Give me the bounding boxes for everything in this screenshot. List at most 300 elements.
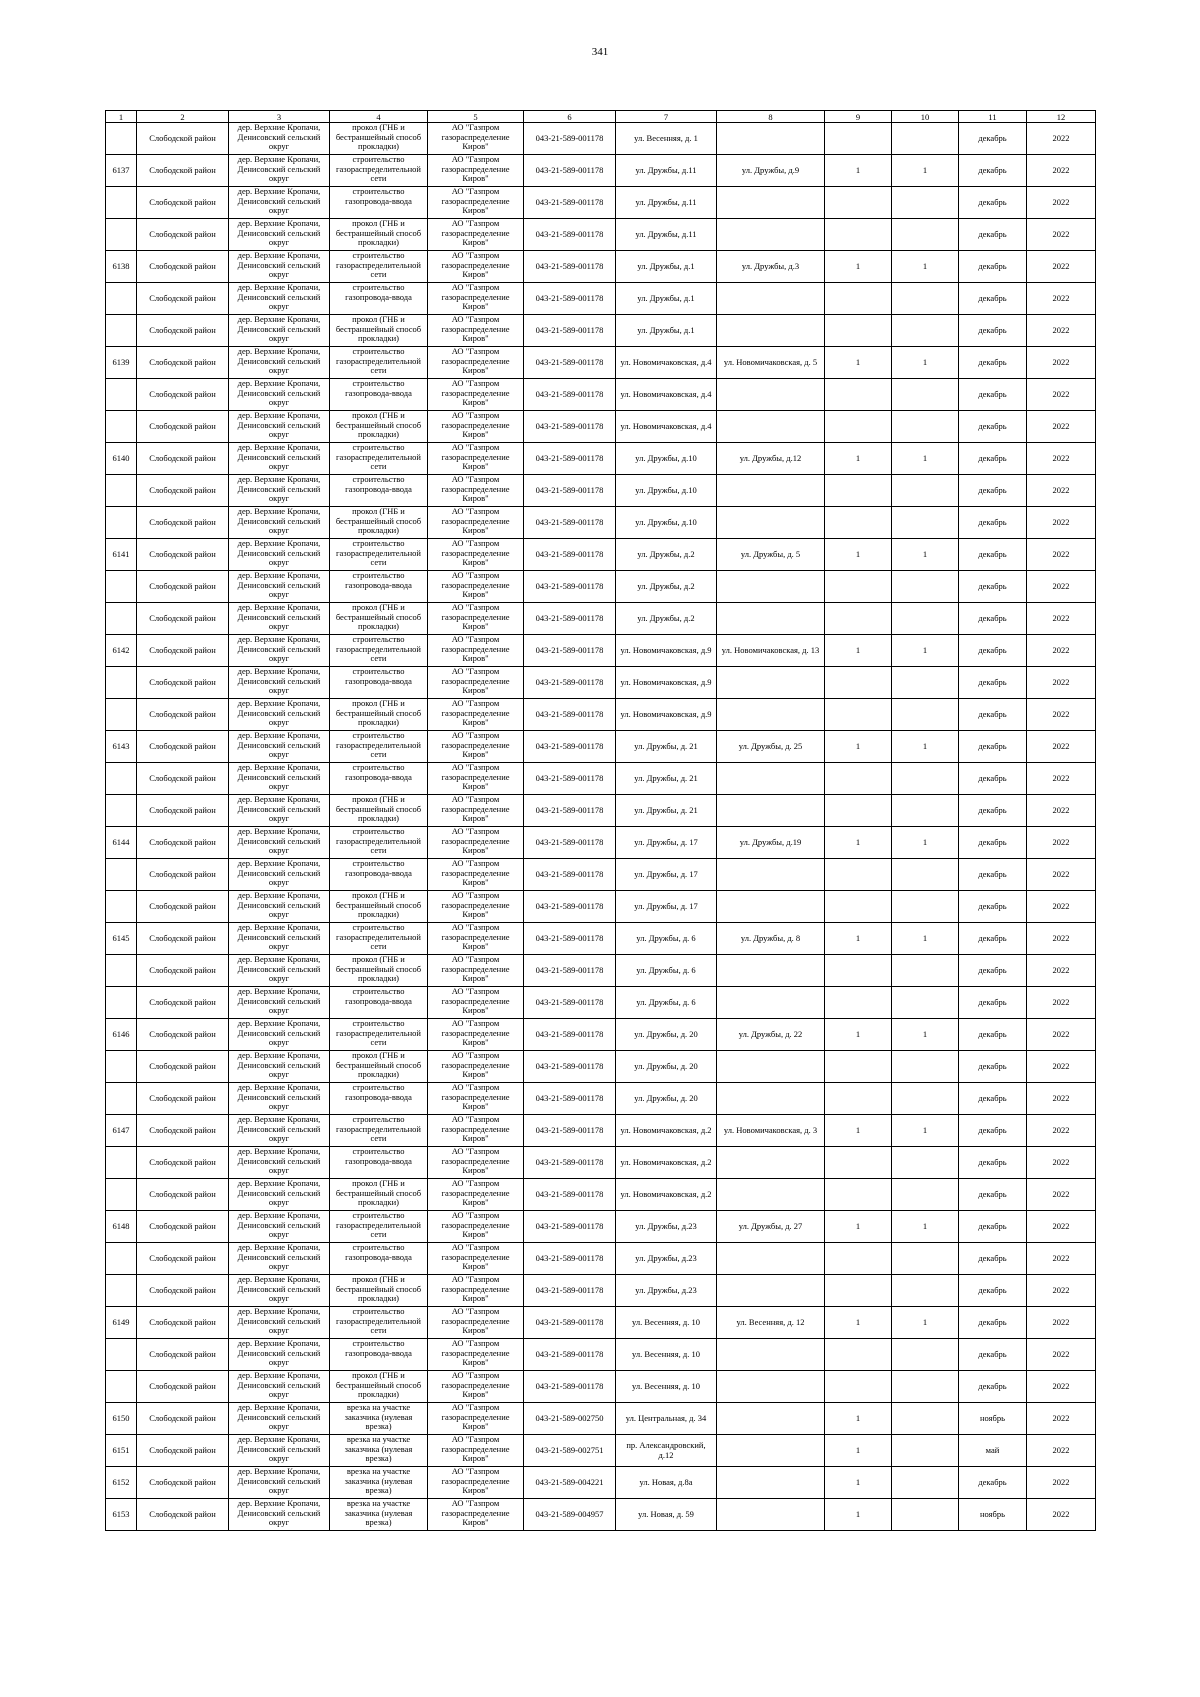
cell-count-a	[825, 699, 892, 731]
cell-row-number	[106, 1051, 137, 1083]
cell-district: Слободской район	[137, 251, 229, 283]
cell-settlement: дер. Верхние Кропачи, Денисовский сельский округ	[229, 1403, 330, 1435]
cell-code: 043-21-589-001178	[524, 283, 616, 315]
cell-month: декабрь	[959, 1115, 1027, 1147]
cell-count-b	[892, 1275, 959, 1307]
cell-count-b	[892, 411, 959, 443]
cell-count-b	[892, 1339, 959, 1371]
cell-count-a: 1	[825, 155, 892, 187]
cell-address-to: ул. Дружбы, д.3	[717, 251, 825, 283]
cell-year: 2022	[1027, 1083, 1096, 1115]
cell-district: Слободской район	[137, 891, 229, 923]
cell-month: декабрь	[959, 923, 1027, 955]
table-row	[106, 667, 1096, 699]
cell-count-a: 1	[825, 1435, 892, 1467]
table-row	[106, 1179, 1096, 1211]
cell-count-b: 1	[892, 827, 959, 859]
cell-work-type: прокол (ГНБ и бестраншейный способ прокладки)	[330, 795, 428, 827]
cell-work-type: строительство газораспределительной сети	[330, 155, 428, 187]
cell-count-a	[825, 1051, 892, 1083]
cell-row-number: 6140	[106, 443, 137, 475]
cell-district: Слободской район	[137, 667, 229, 699]
table-row	[106, 1275, 1096, 1307]
table-row	[106, 507, 1096, 539]
cell-code: 043-21-589-001178	[524, 219, 616, 251]
cell-organization: АО "Газпром газораспределение Киров"	[428, 475, 524, 507]
cell-district: Слободской район	[137, 923, 229, 955]
table-row	[106, 155, 1096, 187]
cell-organization: АО "Газпром газораспределение Киров"	[428, 571, 524, 603]
cell-address-from: ул. Новомичаковская, д.2	[616, 1115, 717, 1147]
cell-organization: АО "Газпром газораспределение Киров"	[428, 923, 524, 955]
cell-address-from: ул. Дружбы, д.1	[616, 315, 717, 347]
cell-organization: АО "Газпром газораспределение Киров"	[428, 987, 524, 1019]
cell-month: декабрь	[959, 635, 1027, 667]
cell-year: 2022	[1027, 763, 1096, 795]
cell-settlement: дер. Верхние Кропачи, Денисовский сельский округ	[229, 1435, 330, 1467]
cell-year: 2022	[1027, 1179, 1096, 1211]
cell-address-to	[717, 699, 825, 731]
cell-row-number	[106, 987, 137, 1019]
cell-code: 043-21-589-001178	[524, 699, 616, 731]
cell-organization: АО "Газпром газораспределение Киров"	[428, 1371, 524, 1403]
cell-organization: АО "Газпром газораспределение Киров"	[428, 1275, 524, 1307]
cell-address-to: ул. Новомичаковская, д. 3	[717, 1115, 825, 1147]
cell-district: Слободской район	[137, 475, 229, 507]
cell-count-a: 1	[825, 635, 892, 667]
cell-count-b	[892, 1371, 959, 1403]
cell-row-number: 6138	[106, 251, 137, 283]
cell-year: 2022	[1027, 1499, 1096, 1531]
table-row	[106, 123, 1096, 155]
cell-count-b	[892, 699, 959, 731]
cell-work-type: строительство газораспределительной сети	[330, 1115, 428, 1147]
cell-year: 2022	[1027, 411, 1096, 443]
cell-work-type: врезка на участке заказчика (нулевая врезка)	[330, 1499, 428, 1531]
cell-month: ноябрь	[959, 1499, 1027, 1531]
cell-address-from: ул. Дружбы, д.11	[616, 219, 717, 251]
cell-row-number	[106, 1275, 137, 1307]
cell-code: 043-21-589-001178	[524, 251, 616, 283]
cell-settlement: дер. Верхние Кропачи, Денисовский сельский округ	[229, 1019, 330, 1051]
cell-address-from: ул. Новая, д.8а	[616, 1467, 717, 1499]
cell-district: Слободской район	[137, 763, 229, 795]
cell-row-number	[106, 1083, 137, 1115]
cell-work-type: строительство газопровода-ввода	[330, 1243, 428, 1275]
cell-year: 2022	[1027, 955, 1096, 987]
cell-year: 2022	[1027, 1339, 1096, 1371]
cell-address-from: ул. Новомичаковская, д.2	[616, 1179, 717, 1211]
cell-address-from: ул. Новомичаковская, д.4	[616, 411, 717, 443]
cell-count-a	[825, 603, 892, 635]
table-header-row	[106, 111, 1096, 123]
cell-code: 043-21-589-004957	[524, 1499, 616, 1531]
cell-year: 2022	[1027, 1115, 1096, 1147]
cell-count-b: 1	[892, 1211, 959, 1243]
cell-address-to	[717, 603, 825, 635]
cell-count-a: 1	[825, 1211, 892, 1243]
cell-address-from: ул. Дружбы, д. 21	[616, 795, 717, 827]
cell-settlement: дер. Верхние Кропачи, Денисовский сельский округ	[229, 1467, 330, 1499]
cell-count-a: 1	[825, 443, 892, 475]
cell-count-a	[825, 315, 892, 347]
cell-organization: АО "Газпром газораспределение Киров"	[428, 1307, 524, 1339]
header-cell-6: 6	[524, 111, 616, 123]
cell-count-b: 1	[892, 731, 959, 763]
cell-code: 043-21-589-001178	[524, 1211, 616, 1243]
cell-address-from: ул. Новомичаковская, д.9	[616, 699, 717, 731]
cell-year: 2022	[1027, 1435, 1096, 1467]
cell-organization: АО "Газпром газораспределение Киров"	[428, 1499, 524, 1531]
cell-year: 2022	[1027, 1307, 1096, 1339]
cell-address-from: ул. Новая, д. 59	[616, 1499, 717, 1531]
cell-address-to	[717, 859, 825, 891]
cell-row-number	[106, 507, 137, 539]
cell-month: декабрь	[959, 411, 1027, 443]
cell-organization: АО "Газпром газораспределение Киров"	[428, 1435, 524, 1467]
cell-organization: АО "Газпром газораспределение Киров"	[428, 1467, 524, 1499]
cell-address-from: пр. Александровский, д.12	[616, 1435, 717, 1467]
cell-year: 2022	[1027, 699, 1096, 731]
cell-organization: АО "Газпром газораспределение Киров"	[428, 123, 524, 155]
cell-count-a: 1	[825, 1467, 892, 1499]
cell-count-b	[892, 859, 959, 891]
cell-address-from: ул. Дружбы, д. 17	[616, 827, 717, 859]
cell-address-to	[717, 1339, 825, 1371]
cell-address-to	[717, 1083, 825, 1115]
cell-address-to: ул. Дружбы, д.19	[717, 827, 825, 859]
cell-work-type: строительство газораспределительной сети	[330, 1211, 428, 1243]
cell-month: декабрь	[959, 1083, 1027, 1115]
table-row	[106, 1403, 1096, 1435]
cell-settlement: дер. Верхние Кропачи, Денисовский сельский округ	[229, 1115, 330, 1147]
table-row	[106, 955, 1096, 987]
cell-count-b	[892, 955, 959, 987]
cell-code: 043-21-589-002750	[524, 1403, 616, 1435]
cell-count-a: 1	[825, 1307, 892, 1339]
cell-year: 2022	[1027, 1051, 1096, 1083]
cell-year: 2022	[1027, 1211, 1096, 1243]
cell-address-from: ул. Дружбы, д.23	[616, 1275, 717, 1307]
table-row	[106, 1147, 1096, 1179]
table-row	[106, 699, 1096, 731]
cell-code: 043-21-589-001178	[524, 379, 616, 411]
table-row	[106, 1307, 1096, 1339]
cell-month: декабрь	[959, 1051, 1027, 1083]
cell-count-a	[825, 475, 892, 507]
cell-settlement: дер. Верхние Кропачи, Денисовский сельский округ	[229, 699, 330, 731]
cell-year: 2022	[1027, 283, 1096, 315]
cell-count-a	[825, 1275, 892, 1307]
cell-district: Слободской район	[137, 539, 229, 571]
table-row	[106, 603, 1096, 635]
cell-count-a: 1	[825, 251, 892, 283]
cell-month: декабрь	[959, 539, 1027, 571]
cell-address-to	[717, 123, 825, 155]
cell-count-a	[825, 795, 892, 827]
cell-address-to	[717, 507, 825, 539]
cell-count-a	[825, 763, 892, 795]
cell-address-to	[717, 1275, 825, 1307]
cell-count-b: 1	[892, 635, 959, 667]
cell-address-to	[717, 1499, 825, 1531]
table-row	[106, 891, 1096, 923]
cell-year: 2022	[1027, 1275, 1096, 1307]
cell-address-to	[717, 795, 825, 827]
cell-count-b: 1	[892, 1307, 959, 1339]
cell-work-type: прокол (ГНБ и бестраншейный способ прокладки)	[330, 1275, 428, 1307]
cell-settlement: дер. Верхние Кропачи, Денисовский сельский округ	[229, 763, 330, 795]
header-cell-12: 12	[1027, 111, 1096, 123]
cell-organization: АО "Газпром газораспределение Киров"	[428, 187, 524, 219]
cell-district: Слободской район	[137, 187, 229, 219]
cell-row-number	[106, 1243, 137, 1275]
cell-organization: АО "Газпром газораспределение Киров"	[428, 1147, 524, 1179]
cell-address-from: ул. Дружбы, д.23	[616, 1243, 717, 1275]
cell-month: декабрь	[959, 507, 1027, 539]
cell-district: Слободской район	[137, 1467, 229, 1499]
cell-count-a	[825, 379, 892, 411]
cell-code: 043-21-589-001178	[524, 987, 616, 1019]
cell-address-to	[717, 1051, 825, 1083]
cell-address-to	[717, 379, 825, 411]
cell-work-type: прокол (ГНБ и бестраншейный способ прокладки)	[330, 955, 428, 987]
cell-count-b	[892, 315, 959, 347]
cell-code: 043-21-589-001178	[524, 763, 616, 795]
table-row	[106, 859, 1096, 891]
cell-settlement: дер. Верхние Кропачи, Денисовский сельский округ	[229, 635, 330, 667]
cell-count-b	[892, 987, 959, 1019]
cell-address-from: ул. Центральная, д. 34	[616, 1403, 717, 1435]
cell-row-number: 6150	[106, 1403, 137, 1435]
table-row	[106, 1051, 1096, 1083]
cell-work-type: строительство газораспределительной сети	[330, 443, 428, 475]
data-table	[105, 110, 1096, 1531]
cell-count-b	[892, 379, 959, 411]
cell-count-b: 1	[892, 155, 959, 187]
cell-month: декабрь	[959, 955, 1027, 987]
cell-count-b	[892, 891, 959, 923]
table-row	[106, 1243, 1096, 1275]
cell-count-a	[825, 507, 892, 539]
cell-count-b	[892, 1435, 959, 1467]
cell-address-to	[717, 1179, 825, 1211]
cell-month: декабрь	[959, 987, 1027, 1019]
cell-year: 2022	[1027, 827, 1096, 859]
cell-row-number: 6149	[106, 1307, 137, 1339]
cell-settlement: дер. Верхние Кропачи, Денисовский сельский округ	[229, 123, 330, 155]
cell-work-type: прокол (ГНБ и бестраншейный способ прокладки)	[330, 891, 428, 923]
cell-work-type: прокол (ГНБ и бестраншейный способ прокладки)	[330, 219, 428, 251]
cell-organization: АО "Газпром газораспределение Киров"	[428, 1115, 524, 1147]
cell-settlement: дер. Верхние Кропачи, Денисовский сельский округ	[229, 283, 330, 315]
header-cell-7: 7	[616, 111, 717, 123]
cell-address-from: ул. Новомичаковская, д.2	[616, 1147, 717, 1179]
cell-count-a	[825, 283, 892, 315]
cell-district: Слободской район	[137, 315, 229, 347]
cell-address-to: ул. Дружбы, д. 27	[717, 1211, 825, 1243]
cell-row-number	[106, 411, 137, 443]
cell-work-type: врезка на участке заказчика (нулевая врезка)	[330, 1467, 428, 1499]
cell-month: декабрь	[959, 859, 1027, 891]
cell-district: Слободской район	[137, 1307, 229, 1339]
cell-settlement: дер. Верхние Кропачи, Денисовский сельский округ	[229, 571, 330, 603]
cell-year: 2022	[1027, 379, 1096, 411]
cell-count-b	[892, 795, 959, 827]
cell-count-b	[892, 187, 959, 219]
cell-row-number	[106, 891, 137, 923]
cell-organization: АО "Газпром газораспределение Киров"	[428, 635, 524, 667]
cell-count-b: 1	[892, 443, 959, 475]
table-row	[106, 379, 1096, 411]
cell-settlement: дер. Верхние Кропачи, Денисовский сельский округ	[229, 411, 330, 443]
cell-year: 2022	[1027, 891, 1096, 923]
cell-address-to	[717, 219, 825, 251]
cell-district: Слободской район	[137, 1179, 229, 1211]
cell-address-to: ул. Новомичаковская, д. 13	[717, 635, 825, 667]
table-row	[106, 1115, 1096, 1147]
cell-organization: АО "Газпром газораспределение Киров"	[428, 283, 524, 315]
cell-row-number	[106, 1371, 137, 1403]
cell-address-from: ул. Дружбы, д. 20	[616, 1051, 717, 1083]
cell-settlement: дер. Верхние Кропачи, Денисовский сельский округ	[229, 379, 330, 411]
cell-address-from: ул. Дружбы, д.2	[616, 539, 717, 571]
cell-organization: АО "Газпром газораспределение Киров"	[428, 1243, 524, 1275]
cell-settlement: дер. Верхние Кропачи, Денисовский сельский округ	[229, 475, 330, 507]
cell-settlement: дер. Верхние Кропачи, Денисовский сельский округ	[229, 1307, 330, 1339]
header-cell-8: 8	[717, 111, 825, 123]
cell-year: 2022	[1027, 1147, 1096, 1179]
cell-settlement: дер. Верхние Кропачи, Денисовский сельский округ	[229, 1243, 330, 1275]
cell-organization: АО "Газпром газораспределение Киров"	[428, 955, 524, 987]
cell-year: 2022	[1027, 1467, 1096, 1499]
cell-address-to	[717, 1435, 825, 1467]
cell-count-a	[825, 955, 892, 987]
cell-address-to	[717, 667, 825, 699]
cell-work-type: прокол (ГНБ и бестраншейный способ прокладки)	[330, 1371, 428, 1403]
cell-count-b	[892, 1499, 959, 1531]
cell-work-type: прокол (ГНБ и бестраншейный способ прокладки)	[330, 603, 428, 635]
cell-count-b	[892, 1083, 959, 1115]
cell-count-a: 1	[825, 827, 892, 859]
cell-organization: АО "Газпром газораспределение Киров"	[428, 1019, 524, 1051]
cell-work-type: строительство газопровода-ввода	[330, 475, 428, 507]
cell-organization: АО "Газпром газораспределение Киров"	[428, 763, 524, 795]
cell-month: декабрь	[959, 1019, 1027, 1051]
table-row	[106, 347, 1096, 379]
cell-district: Слободской район	[137, 1435, 229, 1467]
cell-month: декабрь	[959, 667, 1027, 699]
cell-row-number	[106, 123, 137, 155]
cell-organization: АО "Газпром газораспределение Киров"	[428, 1403, 524, 1435]
cell-address-to	[717, 891, 825, 923]
cell-row-number: 6137	[106, 155, 137, 187]
cell-settlement: дер. Верхние Кропачи, Денисовский сельский округ	[229, 1339, 330, 1371]
cell-count-b	[892, 603, 959, 635]
cell-settlement: дер. Верхние Кропачи, Денисовский сельский округ	[229, 987, 330, 1019]
cell-month: декабрь	[959, 251, 1027, 283]
cell-address-to: ул. Дружбы, д. 25	[717, 731, 825, 763]
cell-count-b: 1	[892, 1115, 959, 1147]
cell-address-to	[717, 763, 825, 795]
cell-code: 043-21-589-001178	[524, 475, 616, 507]
cell-district: Слободской район	[137, 1211, 229, 1243]
cell-code: 043-21-589-001178	[524, 571, 616, 603]
cell-work-type: строительство газораспределительной сети	[330, 923, 428, 955]
cell-code: 043-21-589-001178	[524, 859, 616, 891]
cell-settlement: дер. Верхние Кропачи, Денисовский сельский округ	[229, 1147, 330, 1179]
cell-settlement: дер. Верхние Кропачи, Денисовский сельский округ	[229, 1179, 330, 1211]
cell-year: 2022	[1027, 987, 1096, 1019]
cell-month: декабрь	[959, 1243, 1027, 1275]
cell-count-b: 1	[892, 347, 959, 379]
cell-code: 043-21-589-001178	[524, 315, 616, 347]
cell-district: Слободской район	[137, 603, 229, 635]
header-cell-1: 1	[106, 111, 137, 123]
cell-code: 043-21-589-001178	[524, 443, 616, 475]
cell-work-type: строительство газораспределительной сети	[330, 1307, 428, 1339]
cell-count-a: 1	[825, 347, 892, 379]
cell-organization: АО "Газпром газораспределение Киров"	[428, 827, 524, 859]
cell-row-number	[106, 763, 137, 795]
cell-row-number	[106, 859, 137, 891]
cell-work-type: строительство газопровода-ввода	[330, 571, 428, 603]
cell-year: 2022	[1027, 667, 1096, 699]
cell-month: декабрь	[959, 475, 1027, 507]
cell-count-b	[892, 667, 959, 699]
cell-work-type: строительство газопровода-ввода	[330, 763, 428, 795]
cell-count-a	[825, 187, 892, 219]
cell-count-b	[892, 1051, 959, 1083]
cell-row-number: 6145	[106, 923, 137, 955]
cell-work-type: строительство газопровода-ввода	[330, 1083, 428, 1115]
table-row	[106, 443, 1096, 475]
cell-settlement: дер. Верхние Кропачи, Денисовский сельский округ	[229, 1275, 330, 1307]
cell-address-to	[717, 411, 825, 443]
cell-organization: АО "Газпром газораспределение Киров"	[428, 411, 524, 443]
cell-row-number	[106, 283, 137, 315]
cell-address-from: ул. Весенняя, д. 10	[616, 1339, 717, 1371]
cell-settlement: дер. Верхние Кропачи, Денисовский сельский округ	[229, 859, 330, 891]
cell-address-to: ул. Весенняя, д. 12	[717, 1307, 825, 1339]
cell-district: Слободской район	[137, 283, 229, 315]
cell-month: декабрь	[959, 155, 1027, 187]
cell-address-from: ул. Дружбы, д. 20	[616, 1083, 717, 1115]
cell-count-a	[825, 891, 892, 923]
cell-address-from: ул. Дружбы, д. 21	[616, 763, 717, 795]
cell-district: Слободской район	[137, 379, 229, 411]
cell-row-number	[106, 795, 137, 827]
table-row	[106, 1467, 1096, 1499]
cell-year: 2022	[1027, 923, 1096, 955]
cell-month: декабрь	[959, 1179, 1027, 1211]
table-row	[106, 1019, 1096, 1051]
cell-count-b	[892, 507, 959, 539]
cell-address-to	[717, 571, 825, 603]
cell-code: 043-21-589-001178	[524, 955, 616, 987]
cell-month: май	[959, 1435, 1027, 1467]
table-row	[106, 987, 1096, 1019]
cell-address-to: ул. Дружбы, д.9	[717, 155, 825, 187]
cell-settlement: дер. Верхние Кропачи, Денисовский сельский округ	[229, 251, 330, 283]
cell-settlement: дер. Верхние Кропачи, Денисовский сельский округ	[229, 795, 330, 827]
cell-code: 043-21-589-001178	[524, 1051, 616, 1083]
cell-year: 2022	[1027, 731, 1096, 763]
cell-work-type: строительство газопровода-ввода	[330, 667, 428, 699]
cell-district: Слободской район	[137, 987, 229, 1019]
cell-organization: АО "Газпром газораспределение Киров"	[428, 443, 524, 475]
cell-count-a: 1	[825, 923, 892, 955]
